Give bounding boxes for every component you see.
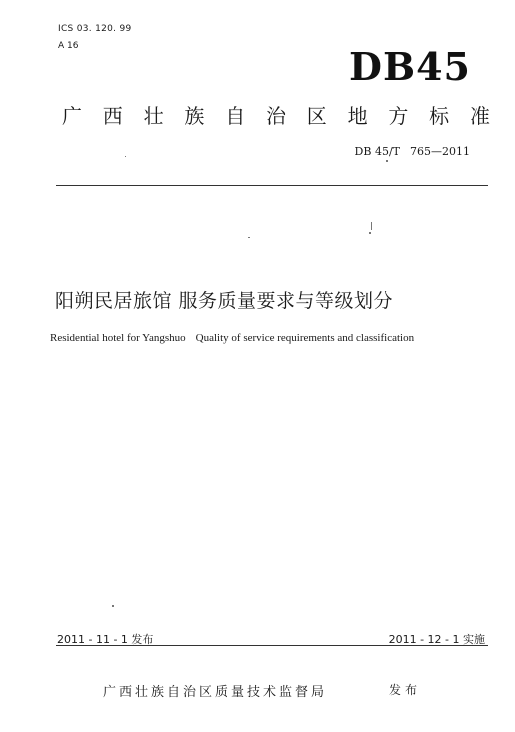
bottom-divider <box>56 645 488 646</box>
english-title-part2: Quality of service requirements and classification <box>195 332 415 344</box>
title-char: 区 <box>306 104 327 128</box>
scan-mark <box>125 156 126 157</box>
title-char: 壮 <box>143 104 164 128</box>
implement-date: 2011 - 12 - 1 实施 <box>388 633 485 646</box>
scan-mark <box>112 605 114 607</box>
scan-mark <box>371 222 372 230</box>
publish-label: 发布 <box>389 683 422 697</box>
scan-mark <box>369 232 371 234</box>
top-divider <box>56 185 488 186</box>
scan-mark <box>248 237 250 238</box>
english-title-part1: Residential hotel for Yangshuo <box>50 332 186 344</box>
issuing-authority: 广西壮族自治区质量技术监督局 <box>103 685 328 700</box>
title-char: 族 <box>184 104 205 128</box>
title-char: 地 <box>347 104 368 128</box>
title-char: 方 <box>388 104 409 128</box>
title-char: 自 <box>225 104 246 128</box>
title-char: 准 <box>469 104 490 128</box>
ics-code: ICS 03. 120. 99 <box>58 24 132 34</box>
standard-number <box>355 145 470 158</box>
title-char: 广 <box>62 104 82 128</box>
classification-code: A 16 <box>58 41 79 51</box>
title-char: 治 <box>265 104 286 128</box>
standard-prefix: DB 45/T <box>354 145 400 158</box>
english-title <box>50 332 414 344</box>
standard-mark: DB45 <box>349 44 471 89</box>
scan-mark <box>386 160 388 162</box>
issue-date: 2011 - 11 - 1 发布 <box>57 633 154 646</box>
title-char: 西 <box>102 104 123 128</box>
standard-number-value: 765—2011 <box>410 145 470 158</box>
chinese-title: 阳朔民居旅馆 服务质量要求与等级划分 <box>55 290 394 312</box>
title-char: 标 <box>429 104 450 128</box>
standard-type-title <box>62 100 490 129</box>
